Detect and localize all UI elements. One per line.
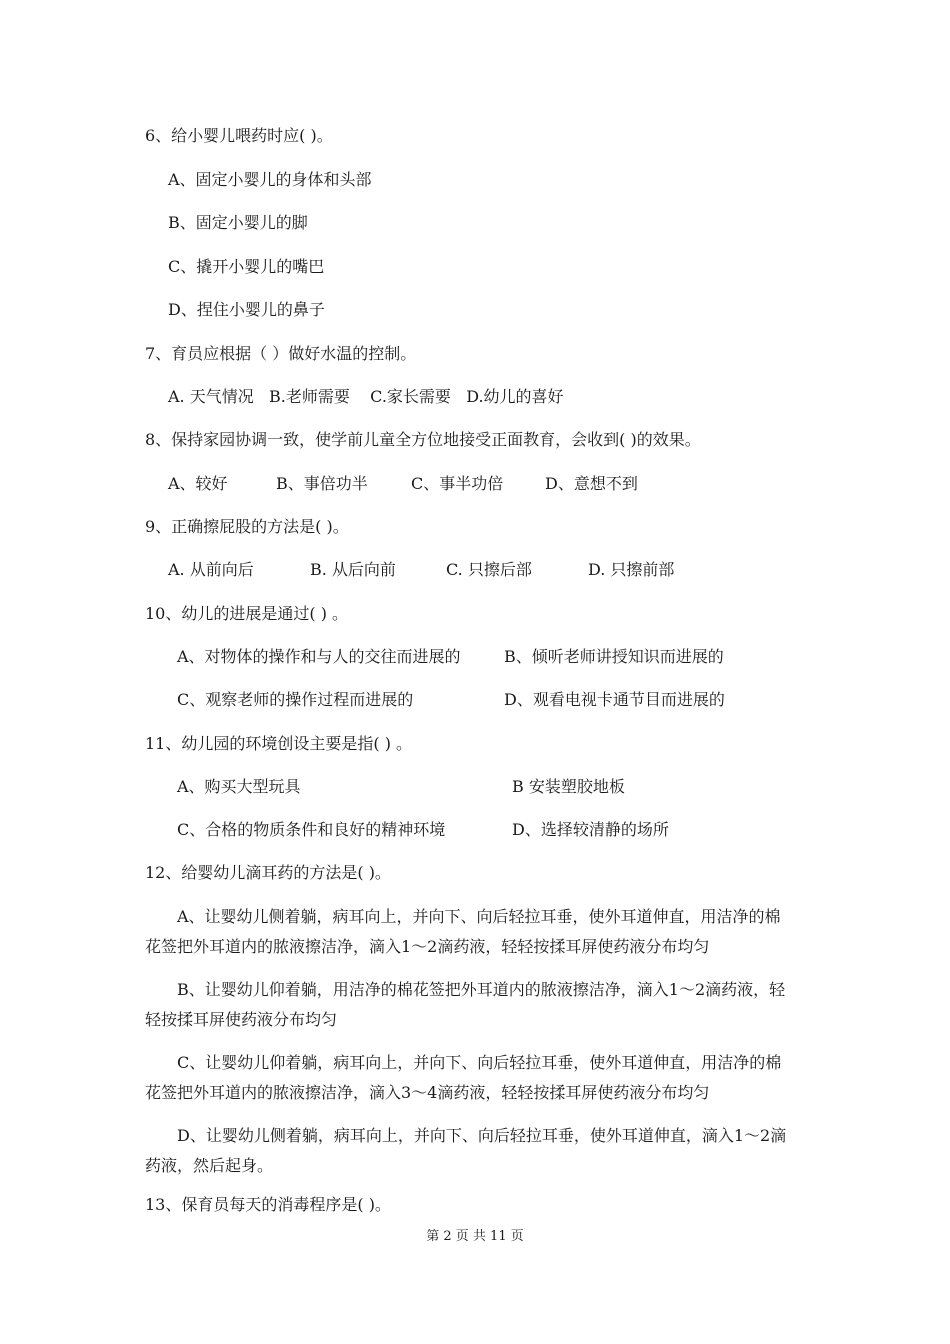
question-8-option-a: A、较好: [168, 474, 228, 493]
question-13-stem: 13、保育员每天的消毒程序是( )。: [145, 1195, 391, 1214]
question-10-option-d: D、观看电视卡通节目而进展的: [504, 690, 725, 709]
question-12-option-b-line-2: 轻按揉耳屏使药液分布均匀: [145, 1010, 338, 1029]
question-6-option-b: B、固定小婴儿的脚: [168, 213, 308, 232]
question-11-stem: 11、幼儿园的环境创设主要是指( ) 。: [145, 734, 413, 753]
question-12-option-c-line-2: 花签把外耳道内的脓液擦洁净，滴入3～4滴药液，轻轻按揉耳屏使药液分布均匀: [145, 1083, 710, 1102]
question-8-stem: 8、保持家园协调一致，使学前儿童全方位地接受正面教育，会收到( )的效果。: [145, 430, 701, 449]
page-number-footer: 第 2 页 共 11 页: [426, 1229, 524, 1244]
question-6-option-d: D、捏住小婴儿的鼻子: [168, 300, 325, 319]
question-11-option-a: A、购买大型玩具: [177, 777, 301, 796]
question-10-option-c: C、观察老师的操作过程而进展的: [177, 690, 414, 709]
question-10-option-a: A、对物体的操作和与人的交往而进展的: [177, 647, 461, 666]
question-12-option-a-line-2: 花签把外耳道内的脓液擦洁净，滴入1～2滴药液，轻轻按揉耳屏使药液分布均匀: [145, 937, 710, 956]
question-11-option-d: D、选择较清静的场所: [512, 820, 669, 839]
question-9-option-d: D. 只擦前部: [588, 560, 675, 579]
question-9-stem: 9、正确擦屁股的方法是( )。: [145, 517, 349, 536]
question-6-option-a: A、固定小婴儿的身体和头部: [168, 170, 372, 189]
question-9-option-b: B. 从后向前: [310, 560, 396, 579]
question-11-option-b: B 安装塑胶地板: [512, 777, 625, 796]
question-12-option-a-line-1: A、让婴幼儿侧着躺，病耳向上，并向下、向后轻拉耳垂，使外耳道伸直，用洁净的棉: [177, 907, 781, 926]
question-10-option-b: B、倾听老师讲授知识而进展的: [504, 647, 724, 666]
question-9-option-a: A. 从前向后: [168, 560, 254, 579]
question-7-stem: 7、育员应根据（ ）做好水温的控制。: [145, 344, 417, 363]
question-6-option-c: C、撬开小婴儿的嘴巴: [168, 257, 325, 276]
question-6-stem: 6、给小婴儿喂药时应( )。: [145, 126, 333, 145]
question-12-stem: 12、给婴幼儿滴耳药的方法是( )。: [145, 863, 391, 882]
question-11-option-c: C、合格的物质条件和良好的精神环境: [177, 820, 446, 839]
question-8-option-d: D、意想不到: [545, 474, 638, 493]
question-12-option-b-line-1: B、让婴幼儿仰着躺，用洁净的棉花签把外耳道内的脓液擦洁净，滴入1～2滴药液，轻: [177, 980, 786, 999]
question-12-option-d-line-2: 药液，然后起身。: [145, 1156, 274, 1175]
question-8-option-c: C、事半功倍: [411, 474, 504, 493]
question-12-option-d-line-1: D、让婴幼儿侧着躺，病耳向上，并向下、向后轻拉耳垂，使外耳道伸直，滴入1～2滴: [177, 1126, 787, 1145]
question-8-option-b: B、事倍功半: [276, 474, 368, 493]
question-9-option-c: C. 只擦后部: [446, 560, 532, 579]
question-7-options: A. 天气情况 B.老师需要 C.家长需要 D.幼儿的喜好: [168, 387, 564, 406]
question-10-stem: 10、幼儿的进展是通过( ) 。: [145, 604, 349, 623]
question-12-option-c-line-1: C、让婴幼儿仰着躺，病耳向上，并向下、向后轻拉耳垂，使外耳道伸直，用洁净的棉: [177, 1053, 782, 1072]
